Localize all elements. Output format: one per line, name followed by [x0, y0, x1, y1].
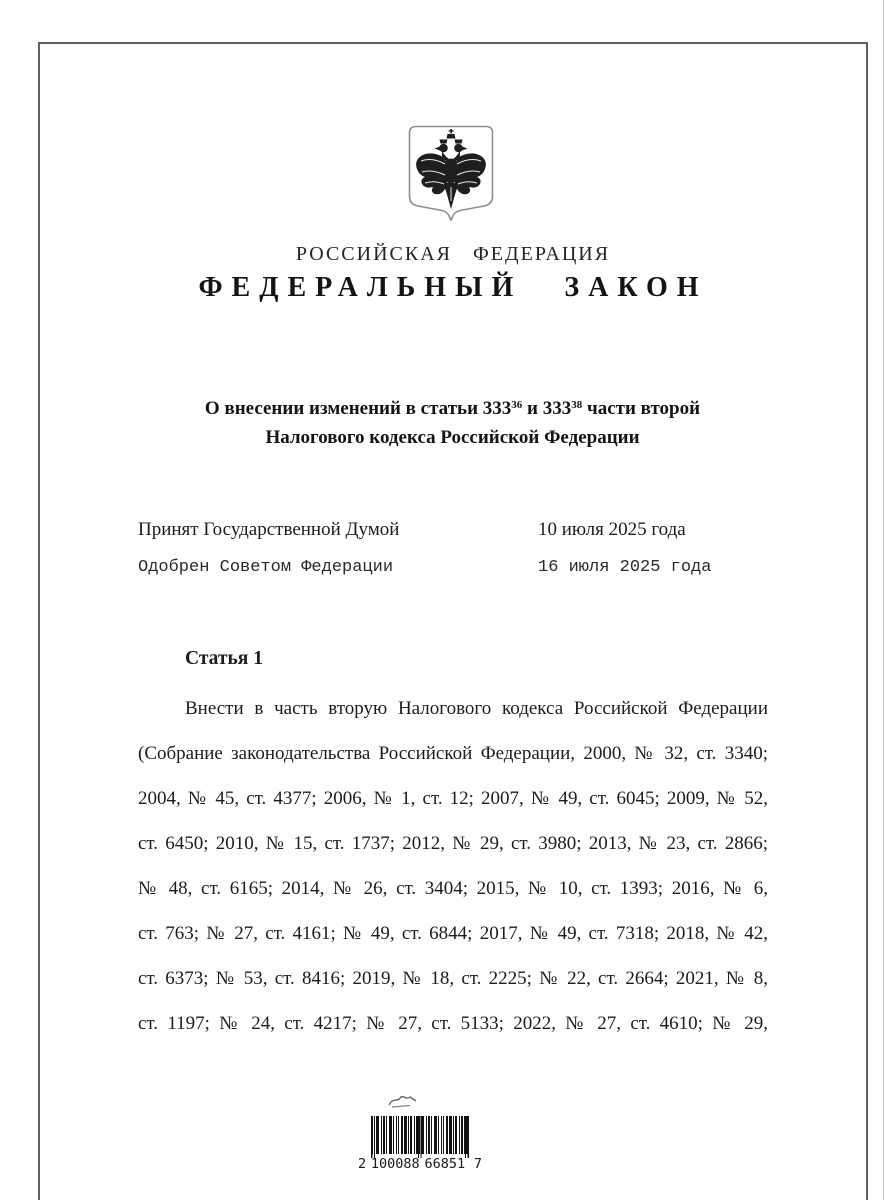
accepted-label: Принят Государственной Думой	[138, 519, 400, 540]
barcode-digit-group: 7	[473, 1156, 482, 1172]
body-line: Внести в часть вторую Налогового кодекса Российской Федерации	[185, 698, 768, 719]
article-heading: Статья 1	[185, 648, 263, 669]
body-line: ст. 6373; № 53, ст. 8416; 2019, № 18, ст. 2225; № 22, ст. 2664; 2021, № 8,	[138, 968, 768, 989]
coat-of-arms	[408, 125, 494, 222]
document-type-heading: ФЕДЕРАЛЬНЫЙ ЗАКОН	[198, 272, 708, 303]
body-line: ст. 1197; № 24, ст. 4217; № 27, ст. 5133; 2022, № 27, ст. 4610; № 29,	[138, 1013, 768, 1034]
country-heading: РОССИЙСКАЯ ФЕДЕРАЦИЯ	[295, 243, 611, 265]
double-headed-eagle-icon	[408, 125, 494, 222]
body-line: 2004, № 45, ст. 4377; 2006, № 1, ст. 12; 2007, № 49, ст. 6045; 2009, № 52,	[138, 788, 768, 809]
article-body	[138, 686, 768, 1046]
scan-edge-artifact	[883, 0, 884, 1200]
body-line: (Собрание законодательства Российской Федерации, 2000, № 32, ст. 3340;	[138, 743, 768, 764]
body-line: № 48, ст. 6165; 2014, № 26, ст. 3404; 2015, № 10, ст. 1393; 2016, № 6,	[138, 878, 768, 899]
barcode-icon	[371, 1114, 469, 1160]
handwritten-mark-icon	[386, 1092, 422, 1112]
approved-date: 16 июля 2025 года	[538, 558, 712, 577]
law-title-seg2: и 333	[522, 398, 572, 419]
barcode-number	[358, 1156, 482, 1172]
law-title-seg3: части второй	[582, 398, 701, 419]
barcode-digit-group: 2	[358, 1156, 367, 1172]
adoption-row-duma	[138, 519, 818, 541]
body-line: ст. 763; № 27, ст. 4161; № 49, ст. 6844; 2017, № 49, ст. 7318; 2018, № 42,	[138, 923, 768, 944]
law-title-sup1: 36	[511, 399, 523, 411]
accepted-date: 10 июля 2025 года	[538, 519, 686, 540]
body-line: ст. 6450; 2010, № 15, ст. 1737; 2012, № 29, ст. 3980; 2013, № 23, ст. 2866;	[138, 833, 768, 854]
law-title-sup2: 38	[571, 399, 583, 411]
barcode-digit-group: 100088	[370, 1156, 420, 1172]
law-title-line2: Налогового кодекса Российской Федерации	[265, 427, 640, 448]
approved-label: Одобрен Советом Федерации	[138, 558, 394, 577]
law-title-seg1: О внесении изменений в статьи 333	[204, 398, 512, 419]
barcode-digit-group: 66851	[424, 1156, 466, 1172]
law-title	[120, 391, 785, 452]
adoption-row-federation-council	[138, 558, 818, 577]
